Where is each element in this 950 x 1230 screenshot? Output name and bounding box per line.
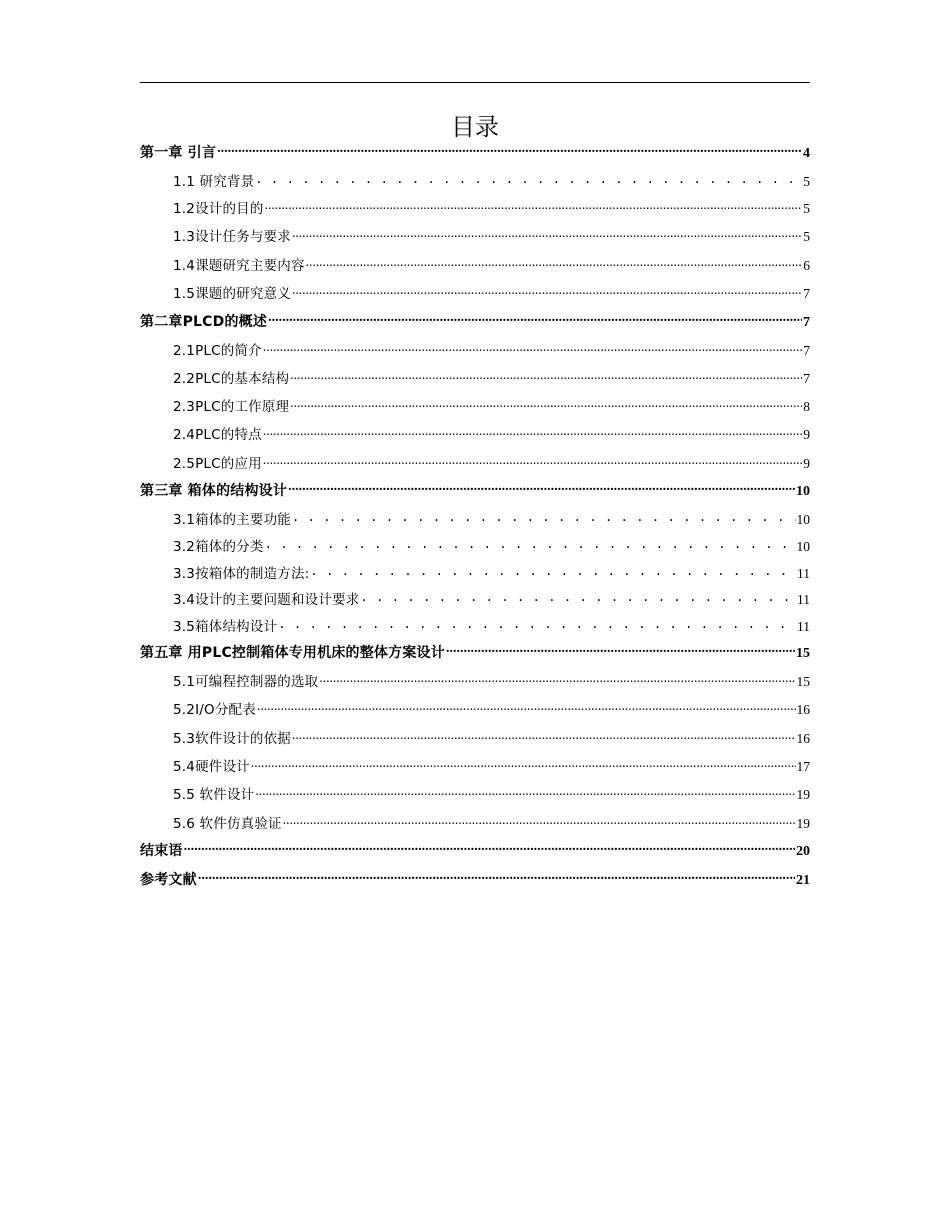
toc-entry-1-5[interactable] [173,282,810,302]
toc-entry-label: 参考文献 [140,872,197,888]
toc-entry-chapter-3[interactable] [140,480,810,500]
toc-entry-page: 10 [796,512,810,527]
dot-leader [263,342,802,356]
dot-leader [217,143,802,157]
dot-leader [446,643,795,657]
toc-entry-3-5[interactable] [173,615,810,635]
dot-leader [360,591,796,605]
toc-entry-2-3[interactable] [173,395,810,415]
toc-entry-2-5[interactable] [173,452,810,472]
toc-entry-page: 15 [796,646,810,661]
toc-entry-label: 3.4设计的主要问题和设计要求 [173,592,360,608]
toc-entry-5-3[interactable] [173,727,810,747]
dot-leader [257,701,796,715]
toc-entry-3-4[interactable] [173,588,810,608]
toc-entry-page: 16 [796,702,810,717]
toc-entry-1-2[interactable] [173,197,810,217]
dot-leader [292,511,796,525]
toc-entry-3-1[interactable] [173,508,810,528]
toc-entry-5-2[interactable] [173,698,810,718]
toc-title: 目录 [451,113,499,141]
toc-entry-label: 5.5 软件设计 [173,787,255,803]
dot-leader [265,538,796,552]
toc-entry-3-2[interactable] [173,535,810,555]
toc-entry-page: 20 [796,844,810,859]
toc-entry-5-6[interactable] [173,812,810,832]
toc-entry-label: 5.4硬件设计 [173,759,250,775]
dot-leader [251,758,796,772]
dot-leader [310,565,796,579]
toc-entry-label: 3.1箱体的主要功能 [173,512,291,528]
dot-leader [263,426,802,440]
toc-entry-label: 结束语 [140,843,183,859]
toc-entry-page: 19 [796,816,810,831]
toc-entry-page: 5 [803,201,810,216]
toc-entry-label: 3.3按箱体的制造方法: [173,566,310,582]
toc-entry-3-3[interactable] [173,562,810,582]
toc-entry-page: 9 [803,456,810,471]
toc-entry-page: 10 [796,539,810,554]
toc-entry-page: 11 [797,566,810,581]
toc-entry-label: 5.6 软件仿真验证 [173,816,282,832]
toc-entry-label: 2.5PLC的应用 [173,456,262,472]
toc-entry-references[interactable] [140,869,810,889]
toc-entry-label: 2.4PLC的特点 [173,427,262,443]
toc-entry-label: 1.2设计的目的 [173,201,264,217]
toc-entry-conclusion[interactable] [140,840,810,860]
dot-leader [263,455,802,469]
dot-leader [288,481,795,495]
toc-entry-1-1[interactable] [173,170,810,190]
toc-entry-page: 7 [803,343,810,358]
toc-entry-1-4[interactable] [173,254,810,274]
toc-entry-label: 3.5箱体结构设计 [173,619,278,635]
toc-entry-chapter-5[interactable] [140,642,810,662]
toc-entry-label: 5.1可编程控制器的选取 [173,674,319,690]
toc-entry-page: 11 [797,592,810,607]
toc-entry-page: 5 [803,174,810,189]
toc-entry-page: 15 [796,674,810,689]
toc-entry-page: 7 [803,371,810,386]
toc-entry-page: 11 [797,619,810,634]
toc-entry-5-4[interactable] [173,755,810,775]
toc-entry-label: 第一章 引言 [140,145,217,161]
toc-entry-label: 5.2I/O分配表 [173,702,256,718]
toc-entry-label: 1.1 研究背景 [173,174,255,190]
toc-entry-label: 2.3PLC的工作原理 [173,399,290,415]
dot-leader [184,841,795,855]
toc-entry-page: 19 [796,787,810,802]
toc-entry-page: 7 [803,286,810,301]
dot-leader [292,228,802,242]
toc-entry-page: 9 [803,427,810,442]
toc-entry-label: 3.2箱体的分类 [173,539,264,555]
toc-entry-label: 2.1PLC的简介 [173,343,262,359]
toc-entry-label: 1.3设计任务与要求 [173,229,291,245]
dot-leader [319,673,795,687]
toc-entry-5-5[interactable] [173,783,810,803]
toc-entry-chapter-2[interactable] [140,311,810,331]
dot-leader [255,173,802,187]
toc-entry-2-2[interactable] [173,367,810,387]
dot-leader [278,618,796,632]
toc-entry-page: 4 [803,146,810,161]
toc-entry-page: 8 [803,399,810,414]
toc-entry-page: 16 [796,731,810,746]
dot-leader [292,730,796,744]
toc-entry-label: 第三章 箱体的结构设计 [140,483,288,499]
toc-entry-1-3[interactable] [173,225,810,245]
toc-entry-label: 1.4课题研究主要内容 [173,258,305,274]
toc-entry-label: 2.2PLC的基本结构 [173,371,290,387]
dot-leader [290,370,802,384]
toc-entry-2-4[interactable] [173,423,810,443]
toc-entry-page: 7 [803,315,810,330]
dot-leader [268,312,802,326]
dot-leader [306,257,803,271]
toc-entry-label: 第五章 用PLC控制箱体专用机床的整体方案设计 [140,645,445,661]
toc-entry-chapter-1[interactable] [140,142,810,162]
toc-entry-label: 5.3软件设计的依据 [173,731,291,747]
toc-entry-page: 10 [796,484,810,499]
dot-leader [265,200,803,214]
dot-leader [255,786,795,800]
dot-leader [290,398,802,412]
toc-entry-5-1[interactable] [173,670,810,690]
toc-entry-page: 6 [803,258,810,273]
toc-entry-label: 第二章PLCD的概述 [140,314,268,330]
dot-leader [283,815,796,829]
toc-entry-2-1[interactable] [173,339,810,359]
toc-entry-page: 5 [803,229,810,244]
dot-leader [198,870,795,884]
dot-leader [292,285,802,299]
toc-entry-page: 17 [796,759,810,774]
toc-entry-page: 21 [796,873,810,888]
toc-entry-label: 1.5课题的研究意义 [173,286,291,302]
